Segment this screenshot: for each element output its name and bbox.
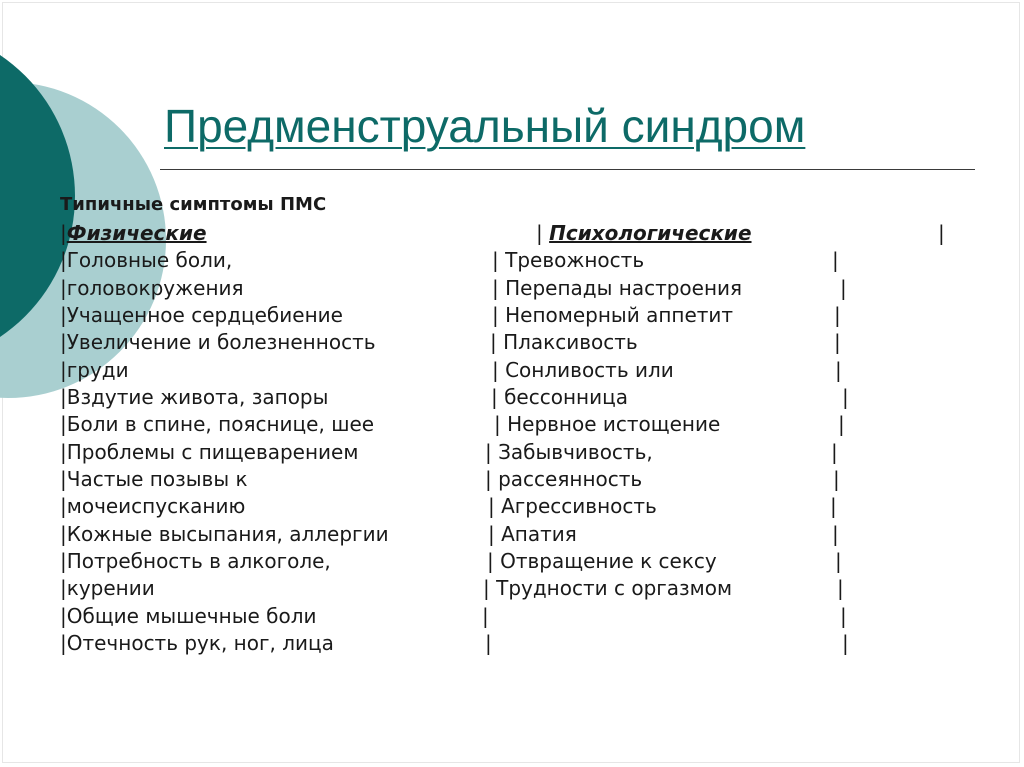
header-end-bar: | [938,221,945,245]
psychological-symptom: | Непомерный аппетит [492,303,734,328]
header-psychological: Психологические [549,221,752,245]
table-row [60,575,960,602]
row-end-bar: | [834,330,841,355]
table-row [60,439,960,466]
symptoms-table [60,220,960,658]
table-row [60,384,960,411]
row-end-bar: | [840,603,847,628]
physical-symptom: |курении [60,576,155,601]
row-end-bar: | [832,248,839,273]
table-row [60,302,960,329]
table-row [60,411,960,438]
physical-symptom: |Головные боли, [60,248,233,273]
table-row [60,329,960,356]
header-right: | Психологические [536,221,752,245]
physical-symptom: |Вздутие живота, запоры [60,385,329,410]
psychological-symptom: | Отвращение к сексу [487,549,717,574]
physical-symptom: |головокружения [60,275,244,300]
row-end-bar: | [837,576,844,601]
slide-title: Предменструальный синдром [164,100,806,152]
psychological-symptom: | Плаксивость [490,330,638,355]
table-row [60,466,960,493]
table-row [60,548,960,575]
row-end-bar: | [831,439,838,464]
psychological-symptom: | Агрессивность [488,494,657,519]
psychological-symptom: | Перепады настроения [492,275,743,300]
psychological-symptom: | бессонница [491,385,628,410]
row-end-bar: | [842,631,849,656]
psychological-symptom: | Трудности с оргазмом [483,576,733,601]
table-row [60,247,960,274]
row-end-bar: | [830,494,837,519]
table-row [60,493,960,520]
row-end-bar: | [832,521,839,546]
physical-symptom: |Потребность в алкоголе, [60,549,331,574]
psychological-symptom: | [482,603,489,628]
table-row [60,521,960,548]
psychological-symptom: | рассеянность [485,467,643,492]
row-end-bar: | [838,412,845,437]
psychological-symptom: | Забывчивость, [485,439,653,464]
table-row [60,275,960,302]
row-end-bar: | [833,467,840,492]
psychological-symptom: | [485,631,492,656]
table-row [60,630,960,657]
psychological-symptom: | Нервное истощение [494,412,721,437]
table-header-row [60,220,960,247]
physical-symptom: |груди [60,357,129,382]
physical-symptom: |Отечность рук, ног, лица [60,631,334,656]
psychological-symptom: | Тревожность [492,248,645,273]
header-left: |Физические [60,221,207,245]
physical-symptom: |Частые позывы к [60,467,248,492]
slide-subtitle: Типичные симптомы ПМС [60,194,327,215]
row-end-bar: | [835,549,842,574]
row-end-bar: | [835,357,842,382]
physical-symptom: |Кожные высыпания, аллергии [60,521,389,546]
header-physical: Физические [66,221,207,245]
psychological-symptom: | Сонливость или [492,357,674,382]
row-end-bar: | [840,275,847,300]
table-row [60,357,960,384]
row-end-bar: | [834,303,841,328]
title-rule [160,169,975,170]
row-end-bar: | [842,385,849,410]
table-row [60,603,960,630]
physical-symptom: |Учащенное сердцебиение [60,303,343,328]
psychological-symptom: | Апатия [488,521,577,546]
physical-symptom: |Боли в спине, пояснице, шее [60,412,375,437]
physical-symptom: |Общие мышечные боли [60,603,317,628]
physical-symptom: |Проблемы с пищеварением [60,439,359,464]
physical-symptom: |мочеиспусканию [60,494,246,519]
physical-symptom: |Увеличение и болезненность [60,330,376,355]
